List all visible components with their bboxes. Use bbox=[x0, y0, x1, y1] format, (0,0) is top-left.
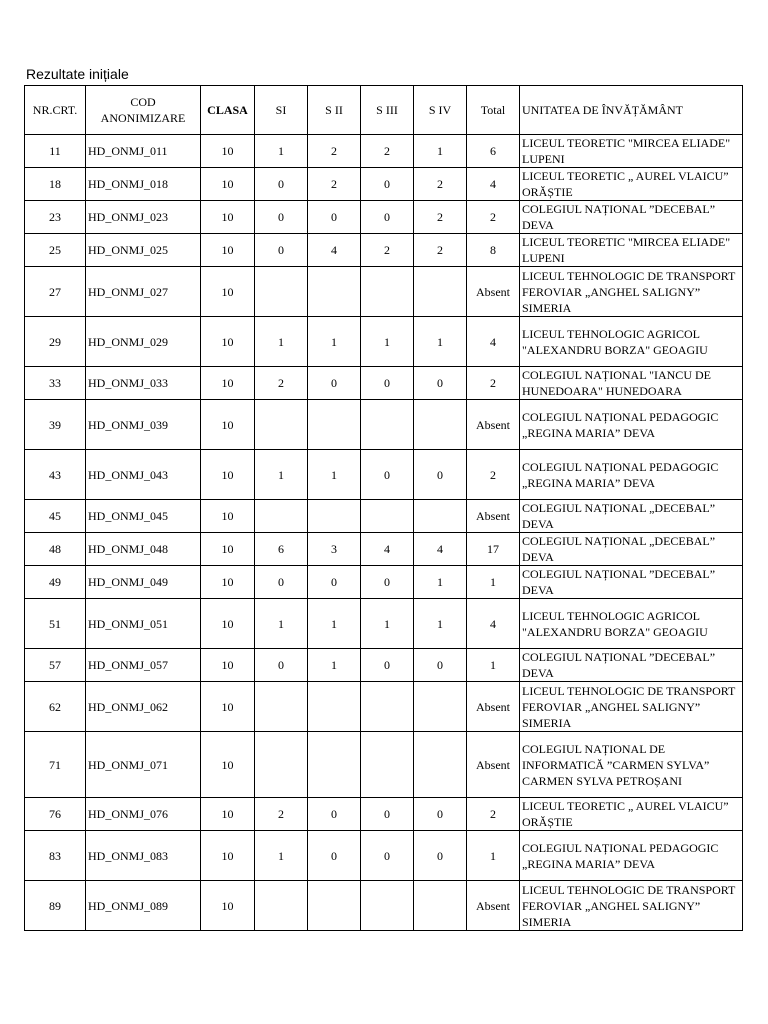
cell-s4 bbox=[414, 732, 467, 798]
cell-s1: 0 bbox=[255, 168, 308, 201]
table-row bbox=[25, 400, 743, 450]
cell-cod: HD_ONMJ_051 bbox=[86, 599, 201, 649]
cell-s1: 6 bbox=[255, 533, 308, 566]
cell-s4: 0 bbox=[414, 798, 467, 831]
cell-cod: HD_ONMJ_045 bbox=[86, 500, 201, 533]
cell-total: 2 bbox=[467, 450, 520, 500]
cell-total: Absent bbox=[467, 881, 520, 931]
cell-cod: HD_ONMJ_025 bbox=[86, 234, 201, 267]
cell-unitate: COLEGIUL NAȚIONAL DE INFORMATICĂ ”CARMEN SYLVA” CARMEN SYLVA PETROȘANI bbox=[520, 732, 743, 798]
cell-s4 bbox=[414, 500, 467, 533]
cell-clasa: 10 bbox=[201, 500, 255, 533]
cell-clasa: 10 bbox=[201, 599, 255, 649]
cell-s2 bbox=[308, 682, 361, 732]
results-body bbox=[25, 135, 743, 931]
cell-s4: 4 bbox=[414, 533, 467, 566]
cell-unitate: COLEGIUL NAȚIONAL PEDAGOGIC „REGINA MARIA” DEVA bbox=[520, 400, 743, 450]
cell-nr: 62 bbox=[25, 682, 86, 732]
cell-s1: 1 bbox=[255, 135, 308, 168]
cell-nr: 43 bbox=[25, 450, 86, 500]
cell-s3: 2 bbox=[361, 135, 414, 168]
cell-s4: 1 bbox=[414, 317, 467, 367]
cell-clasa: 10 bbox=[201, 267, 255, 317]
cell-s4 bbox=[414, 881, 467, 931]
cell-unitate: COLEGIUL NAȚIONAL "IANCU DE HUNEDOARA" HUNEDOARA bbox=[520, 367, 743, 400]
cell-s1: 2 bbox=[255, 367, 308, 400]
cell-s1: 1 bbox=[255, 317, 308, 367]
header-total: Total bbox=[467, 86, 520, 135]
cell-s3: 0 bbox=[361, 831, 414, 881]
cell-unitate: COLEGIUL NAȚIONAL „DECEBAL” DEVA bbox=[520, 500, 743, 533]
cell-nr: 18 bbox=[25, 168, 86, 201]
cell-s4: 0 bbox=[414, 450, 467, 500]
cell-nr: 23 bbox=[25, 201, 86, 234]
cell-s4: 1 bbox=[414, 135, 467, 168]
cell-clasa: 10 bbox=[201, 450, 255, 500]
cell-cod: HD_ONMJ_011 bbox=[86, 135, 201, 168]
cell-cod: HD_ONMJ_018 bbox=[86, 168, 201, 201]
cell-unitate: COLEGIUL NAȚIONAL PEDAGOGIC „REGINA MARIA” DEVA bbox=[520, 831, 743, 881]
cell-unitate: COLEGIUL NAȚIONAL „DECEBAL” DEVA bbox=[520, 533, 743, 566]
cell-s3: 1 bbox=[361, 317, 414, 367]
cell-s2: 0 bbox=[308, 798, 361, 831]
cell-cod: HD_ONMJ_023 bbox=[86, 201, 201, 234]
cell-s4 bbox=[414, 682, 467, 732]
cell-s3: 0 bbox=[361, 798, 414, 831]
cell-unitate: LICEUL TEHNOLOGIC DE TRANSPORT FEROVIAR „ANGHEL SALIGNY” SIMERIA bbox=[520, 682, 743, 732]
cell-total: 2 bbox=[467, 798, 520, 831]
cell-s3 bbox=[361, 732, 414, 798]
table-row bbox=[25, 599, 743, 649]
cell-s2: 0 bbox=[308, 831, 361, 881]
cell-cod: HD_ONMJ_057 bbox=[86, 649, 201, 682]
cell-unitate: LICEUL TEORETIC "MIRCEA ELIADE" LUPENI bbox=[520, 234, 743, 267]
cell-total: 2 bbox=[467, 367, 520, 400]
page-title: Rezultate inițiale bbox=[26, 66, 129, 82]
cell-cod: HD_ONMJ_027 bbox=[86, 267, 201, 317]
cell-total: 17 bbox=[467, 533, 520, 566]
cell-clasa: 10 bbox=[201, 135, 255, 168]
cell-clasa: 10 bbox=[201, 682, 255, 732]
cell-total: 2 bbox=[467, 201, 520, 234]
cell-s4 bbox=[414, 400, 467, 450]
cell-s4: 1 bbox=[414, 566, 467, 599]
cell-total: Absent bbox=[467, 267, 520, 317]
cell-unitate: COLEGIUL NAȚIONAL ”DECEBAL” DEVA bbox=[520, 566, 743, 599]
table-row bbox=[25, 500, 743, 533]
table-row bbox=[25, 168, 743, 201]
cell-unitate: COLEGIUL NAȚIONAL ”DECEBAL” DEVA bbox=[520, 201, 743, 234]
cell-clasa: 10 bbox=[201, 881, 255, 931]
table-row bbox=[25, 234, 743, 267]
cell-total: 1 bbox=[467, 566, 520, 599]
cell-total: Absent bbox=[467, 732, 520, 798]
cell-s1 bbox=[255, 881, 308, 931]
table-row bbox=[25, 367, 743, 400]
cell-s3 bbox=[361, 881, 414, 931]
cell-s2: 3 bbox=[308, 533, 361, 566]
cell-clasa: 10 bbox=[201, 367, 255, 400]
cell-s4: 0 bbox=[414, 831, 467, 881]
cell-s1: 0 bbox=[255, 201, 308, 234]
cell-s3 bbox=[361, 682, 414, 732]
header-s4: S IV bbox=[414, 86, 467, 135]
cell-s2: 0 bbox=[308, 367, 361, 400]
cell-s1: 1 bbox=[255, 450, 308, 500]
table-row bbox=[25, 566, 743, 599]
cell-unitate: COLEGIUL NAȚIONAL PEDAGOGIC „REGINA MARIA” DEVA bbox=[520, 450, 743, 500]
cell-clasa: 10 bbox=[201, 317, 255, 367]
cell-unitate: LICEUL TEORETIC „ AUREL VLAICU” ORĂȘTIE bbox=[520, 168, 743, 201]
cell-total: 8 bbox=[467, 234, 520, 267]
header-row bbox=[25, 86, 743, 135]
cell-cod: HD_ONMJ_029 bbox=[86, 317, 201, 367]
cell-total: 4 bbox=[467, 317, 520, 367]
cell-nr: 39 bbox=[25, 400, 86, 450]
cell-clasa: 10 bbox=[201, 234, 255, 267]
cell-cod: HD_ONMJ_043 bbox=[86, 450, 201, 500]
cell-clasa: 10 bbox=[201, 732, 255, 798]
cell-s1: 0 bbox=[255, 649, 308, 682]
cell-s1: 1 bbox=[255, 599, 308, 649]
cell-s2: 0 bbox=[308, 566, 361, 599]
cell-nr: 33 bbox=[25, 367, 86, 400]
table-row bbox=[25, 732, 743, 798]
cell-nr: 27 bbox=[25, 267, 86, 317]
cell-unitate: LICEUL TEORETIC "MIRCEA ELIADE" LUPENI bbox=[520, 135, 743, 168]
cell-cod: HD_ONMJ_062 bbox=[86, 682, 201, 732]
cell-s1: 0 bbox=[255, 234, 308, 267]
results-table bbox=[24, 85, 743, 931]
cell-s1: 1 bbox=[255, 831, 308, 881]
cell-s4: 0 bbox=[414, 649, 467, 682]
header-nr: NR.CRT. bbox=[25, 86, 86, 135]
cell-total: 4 bbox=[467, 168, 520, 201]
cell-cod: HD_ONMJ_049 bbox=[86, 566, 201, 599]
cell-s2 bbox=[308, 732, 361, 798]
cell-nr: 83 bbox=[25, 831, 86, 881]
cell-s4: 2 bbox=[414, 201, 467, 234]
cell-s4 bbox=[414, 267, 467, 317]
cell-cod: HD_ONMJ_033 bbox=[86, 367, 201, 400]
cell-s2: 1 bbox=[308, 317, 361, 367]
cell-s4: 1 bbox=[414, 599, 467, 649]
cell-total: 1 bbox=[467, 649, 520, 682]
cell-nr: 76 bbox=[25, 798, 86, 831]
cell-total: Absent bbox=[467, 400, 520, 450]
header-s1: SI bbox=[255, 86, 308, 135]
table-row bbox=[25, 682, 743, 732]
table-row bbox=[25, 831, 743, 881]
cell-s2: 1 bbox=[308, 599, 361, 649]
cell-s3: 0 bbox=[361, 201, 414, 234]
table-row bbox=[25, 798, 743, 831]
cell-s2: 0 bbox=[308, 201, 361, 234]
cell-s3: 1 bbox=[361, 599, 414, 649]
cell-s3: 0 bbox=[361, 168, 414, 201]
cell-cod: HD_ONMJ_039 bbox=[86, 400, 201, 450]
cell-s1 bbox=[255, 400, 308, 450]
header-s3: S III bbox=[361, 86, 414, 135]
cell-total: 6 bbox=[467, 135, 520, 168]
cell-nr: 29 bbox=[25, 317, 86, 367]
cell-cod: HD_ONMJ_089 bbox=[86, 881, 201, 931]
cell-clasa: 10 bbox=[201, 400, 255, 450]
cell-nr: 71 bbox=[25, 732, 86, 798]
cell-cod: HD_ONMJ_076 bbox=[86, 798, 201, 831]
cell-s2: 2 bbox=[308, 168, 361, 201]
cell-cod: HD_ONMJ_048 bbox=[86, 533, 201, 566]
cell-clasa: 10 bbox=[201, 649, 255, 682]
cell-unitate: LICEUL TEHNOLOGIC AGRICOL "ALEXANDRU BORZA" GEOAGIU bbox=[520, 317, 743, 367]
table-row bbox=[25, 317, 743, 367]
cell-unitate: LICEUL TEHNOLOGIC DE TRANSPORT FEROVIAR „ANGHEL SALIGNY” SIMERIA bbox=[520, 881, 743, 931]
cell-clasa: 10 bbox=[201, 831, 255, 881]
cell-s1 bbox=[255, 267, 308, 317]
cell-unitate: LICEUL TEHNOLOGIC DE TRANSPORT FEROVIAR „ANGHEL SALIGNY” SIMERIA bbox=[520, 267, 743, 317]
table-row bbox=[25, 135, 743, 168]
cell-nr: 57 bbox=[25, 649, 86, 682]
cell-s1 bbox=[255, 682, 308, 732]
cell-s1: 0 bbox=[255, 566, 308, 599]
table-row bbox=[25, 201, 743, 234]
cell-unitate: COLEGIUL NAȚIONAL ”DECEBAL” DEVA bbox=[520, 649, 743, 682]
cell-nr: 48 bbox=[25, 533, 86, 566]
cell-nr: 11 bbox=[25, 135, 86, 168]
cell-total: 4 bbox=[467, 599, 520, 649]
cell-s2 bbox=[308, 500, 361, 533]
cell-s4: 2 bbox=[414, 234, 467, 267]
cell-total: Absent bbox=[467, 500, 520, 533]
table-row bbox=[25, 267, 743, 317]
cell-s4: 0 bbox=[414, 367, 467, 400]
cell-unitate: LICEUL TEHNOLOGIC AGRICOL "ALEXANDRU BORZA" GEOAGIU bbox=[520, 599, 743, 649]
cell-s3 bbox=[361, 267, 414, 317]
cell-s3 bbox=[361, 400, 414, 450]
cell-nr: 45 bbox=[25, 500, 86, 533]
cell-s1: 2 bbox=[255, 798, 308, 831]
cell-s3: 0 bbox=[361, 649, 414, 682]
cell-s3: 4 bbox=[361, 533, 414, 566]
cell-clasa: 10 bbox=[201, 201, 255, 234]
cell-s2: 4 bbox=[308, 234, 361, 267]
cell-s2: 1 bbox=[308, 450, 361, 500]
cell-unitate: LICEUL TEORETIC „ AUREL VLAICU” ORĂȘTIE bbox=[520, 798, 743, 831]
cell-s1 bbox=[255, 732, 308, 798]
header-s2: S II bbox=[308, 86, 361, 135]
cell-nr: 51 bbox=[25, 599, 86, 649]
cell-nr: 25 bbox=[25, 234, 86, 267]
cell-nr: 49 bbox=[25, 566, 86, 599]
cell-s2 bbox=[308, 267, 361, 317]
cell-s2 bbox=[308, 400, 361, 450]
cell-clasa: 10 bbox=[201, 798, 255, 831]
cell-s3: 0 bbox=[361, 566, 414, 599]
cell-total: Absent bbox=[467, 682, 520, 732]
cell-total: 1 bbox=[467, 831, 520, 881]
header-clasa: CLASA bbox=[201, 86, 255, 135]
cell-s2: 1 bbox=[308, 649, 361, 682]
table-row bbox=[25, 450, 743, 500]
cell-clasa: 10 bbox=[201, 168, 255, 201]
cell-nr: 89 bbox=[25, 881, 86, 931]
cell-s3: 0 bbox=[361, 450, 414, 500]
cell-clasa: 10 bbox=[201, 566, 255, 599]
table-row bbox=[25, 881, 743, 931]
cell-s3: 0 bbox=[361, 367, 414, 400]
cell-s4: 2 bbox=[414, 168, 467, 201]
cell-clasa: 10 bbox=[201, 533, 255, 566]
header-unitate: UNITATEA DE ÎNVĂȚĂMÂNT bbox=[520, 86, 743, 135]
cell-cod: HD_ONMJ_083 bbox=[86, 831, 201, 881]
cell-cod: HD_ONMJ_071 bbox=[86, 732, 201, 798]
cell-s1 bbox=[255, 500, 308, 533]
cell-s3: 2 bbox=[361, 234, 414, 267]
cell-s2 bbox=[308, 881, 361, 931]
table-row bbox=[25, 533, 743, 566]
table-row bbox=[25, 649, 743, 682]
cell-s3 bbox=[361, 500, 414, 533]
header-cod: COD ANONIMIZARE bbox=[86, 86, 201, 135]
cell-s2: 2 bbox=[308, 135, 361, 168]
